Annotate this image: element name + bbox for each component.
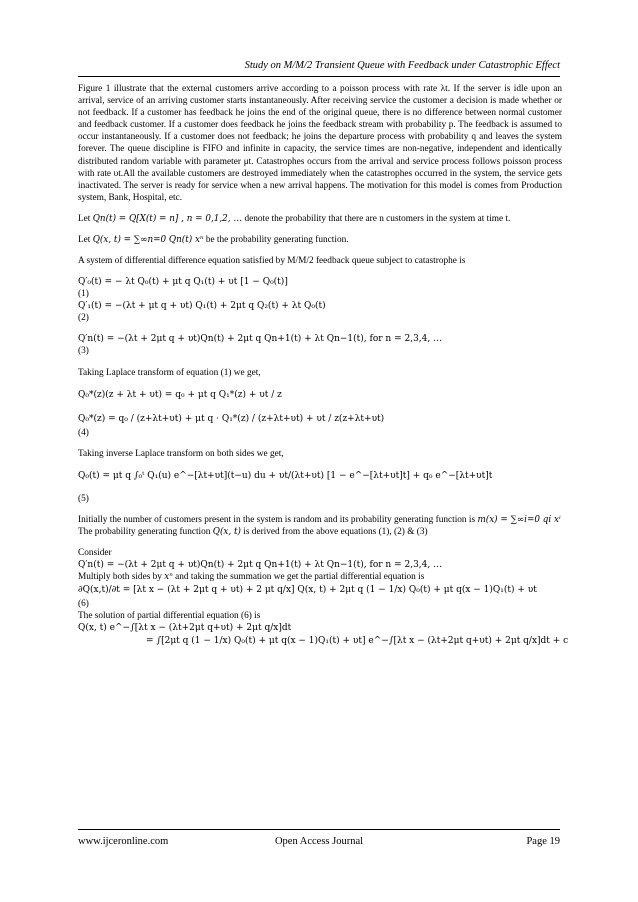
initial-pgf-formula: m(x) = ∑∞i=0 qi xⁱ [477, 514, 561, 525]
journal-website-link[interactable]: www.ijceronline.com [78, 836, 169, 847]
page-number: Page 19 [526, 836, 560, 847]
equation-4a: Q₀*(z)(z + λt + υt) = q₀ + μt q Q₁*(z) + υt / z [78, 389, 282, 400]
solution-intro-paragraph: The solution of partial differential equation (6) is [78, 611, 261, 622]
equation-2-number: (2) [78, 313, 89, 324]
footer-divider [78, 829, 560, 830]
power-term: xⁿ [164, 572, 173, 583]
pgf-derivation-paragraph: The probability generating function Q(x, t) is derived from the above equations (1), (2) & (3) [78, 526, 428, 537]
initial-pgf-paragraph: Initially the number of customers present in the system is random and its probability generating function is m(x) = ∑∞i=0 qi xⁱ [78, 514, 561, 525]
header-divider [78, 76, 560, 77]
equation-1-number: (1) [78, 289, 89, 300]
equation-6: ∂Q(x,t)/∂t = [λt x − (λt + 2μt q + υt) + 2 μt q/x] Q(x, t) + 2μt q (1 − 1/x) Q₀(t) + μt q(x − 1)Q₁(t) + υt [78, 585, 537, 596]
equation-2: Q′₁(t) = −(λt + μt q + υt) Q₁(t) + 2μt q Q₂(t) + λt Q₀(t) [78, 301, 326, 312]
equation-4-number: (4) [78, 427, 89, 438]
generating-function-formula: Q(x, t) = ∑∞n=0 Qn(t) xⁿ [92, 235, 204, 246]
equation-1: Q′₀(t) = − λt Q₀(t) + μt q Q₁(t) + υt [1 − Q₀(t)] [78, 277, 288, 288]
running-header: Study on M/M/2 Transient Queue with Feedback under Catastrophic Effect [244, 60, 560, 71]
equation-3: Q′n(t) = −(λt + 2μt q + υt)Qn(t) + 2μt q Qn+1(t) + λt Qn−1(t), for n = 2,3,4, … [78, 334, 443, 345]
equation-6-number: (6) [78, 599, 89, 610]
equation-7b: = ∫[2μt q (1 − 1/x) Q₀(t) + μt q(x − 1)Q₁(t) + υt] e^−∫[λt x − (λt+2μt q+υt) + 2μt q/x]dt + c [146, 636, 569, 647]
probability-definition-paragraph: Let Qn(t) = Q[X(t) = n] , n = 0,1,2, … denote the probability that there are n customers in the system at time t. [78, 213, 511, 224]
article-body [78, 83, 569, 649]
equation-4b: Q₀*(z) = q₀ / (z+λt+υt) + μt q · Q₁*(z) / (z+λt+υt) + υt / z(z+λt+υt) [78, 413, 385, 424]
laplace-transform-paragraph: Taking Laplace transform of equation (1) we get, [78, 367, 261, 378]
model-description-paragraph: Figure 1 illustrate that the external customers arrive according to a poisson process with rate λt. If the server is idle upon an arrival, service of an arriving customer starts instantaneously. After receiving service the customer a decision is made whether or not feedback. If a customer has feedback he joins the end of the original queue, there is no difference between normal customer and feedback customer. If a customer does feedback he joins the feedback stream with probability p. The feedback is assumed to occur instantaneously. If a customer does not feedback; he joins the departure process with probability q and leaves the system forever. The queue discipline is FIFO and infinite in capacity, the service times are non-negative, independent and identically distributed random variable with parameter μt. Catastrophes occurs from the arrival and service process follows poisson process with rate υt.All the available customers are destroyed immediately when the catastrophes occurred in the system, the service gets inactivated. The server is ready for service when a new arrival happens. The motivation for this model is comes from Production system, Bank, Hospital, etc. [78, 84, 562, 203]
generating-function-paragraph: Let Q(x, t) = ∑∞n=0 Qn(t) xⁿ be the probability generating function. [78, 235, 349, 246]
consider-label: Consider [78, 548, 112, 559]
equation-3-restated: Q′n(t) = −(λt + 2μt q + υt)Qn(t) + 2μt q Qn+1(t) + λt Qn−1(t), for n = 2,3,4, … [78, 560, 443, 571]
probability-definition-formula: Qn(t) = Q[X(t) = n] , n = 0,1,2, … [92, 213, 243, 224]
equation-3-number: (3) [78, 346, 89, 357]
journal-type-label: Open Access Journal [274, 836, 364, 847]
pgf-symbol: Q(x, t) [212, 526, 241, 537]
equation-5: Q₀(t) = μt q ∫₀ᵗ Q₁(u) e^−[λt+υt](t−u) du + υt/(λt+υt) [1 − e^−[λt+υt]t] + q₀ e^−[λt+υt]t [78, 470, 493, 481]
system-intro-paragraph: A system of differential difference equation satisfied by M/M/2 feedback queue subject to catastrophe is [78, 256, 466, 267]
inverse-laplace-paragraph: Taking inverse Laplace transform on both sides we get, [78, 448, 284, 459]
equation-7a: Q(x, t) e^−∫[λt x − (λt+2μt q+υt) + 2μt q/x]dt [78, 623, 292, 634]
equation-5-number: (5) [78, 493, 89, 504]
summation-paragraph: Multiply both sides by xⁿ and taking the summation we get the partial differential equation is [78, 572, 425, 583]
